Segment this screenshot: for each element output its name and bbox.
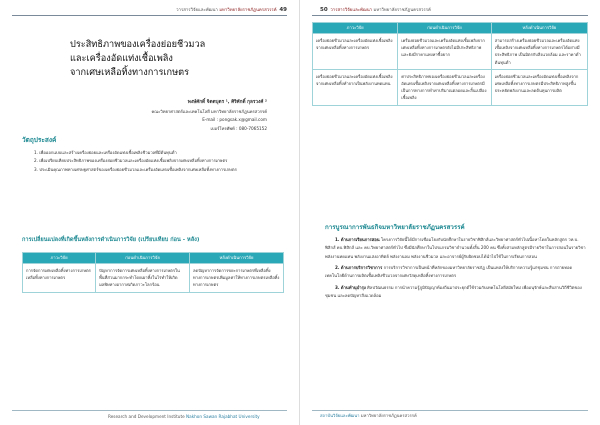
footer-highlight: Nakhon Sawan Rajabhat University xyxy=(186,414,260,419)
paragraph-text: การบริการวิชาการเป็นหน้าที่หลักของมหาวิทยาลัยราชภัฏ เป็นแหล่งให้บริการความรู้แก่ชุมชน การถ่ายทอดเทคโนโลยีด้านการผลิตเชื้อเพลิงชีวมวลจากเศษวัสดุเหลือทิ้งทางการเกษตร xyxy=(325,265,573,279)
table-cell: ลดปัญหาการจัดการขยะการเกษตรที่เหลือทิ้งทางการเกษตรเพิ่มมูลค่าให้ทางการเกษตรเหลือทิ้งทางการเกษตร xyxy=(190,264,284,293)
article-title xyxy=(70,38,280,80)
table-cell: การจัดการเศษเหลือทิ้งทางการเกษตรเหลือทิ้งทางการเกษตร xyxy=(23,264,96,293)
affiliation: คณะวิทยาศาสตร์และเทคโนโลยี มหาวิทยาลัยราชภัฏนครสวรรค์ xyxy=(151,108,267,114)
integration-paragraph xyxy=(325,284,587,301)
authors: พงษ์ศักดิ์ จิตตบุตร ¹, ศิริศักดิ์ กุลรวงศ์ ² xyxy=(187,100,267,105)
table-cell: เครื่องย่อยชีวมวลและเครื่องอัดแท่งเชื้อเพลิงจากเศษเหลือทิ้งทางการเกษตร xyxy=(313,34,398,70)
header-divider xyxy=(312,15,588,16)
change-table xyxy=(22,252,284,293)
header-divider xyxy=(12,15,287,16)
table-header: หลังดำเนินการวิจัย xyxy=(491,23,587,34)
footer-text: Research and Development Institute xyxy=(108,414,185,419)
footer-text: มหาวิทยาลัยราชภัฏนครสวรรค์ xyxy=(360,413,417,418)
table-row xyxy=(313,69,588,105)
title-line-1: ประสิทธิภาพของเครื่องย่อยชีวมวล xyxy=(70,39,206,50)
objective-item: 2. เพื่อเปรียบเทียบประสิทธิภาพของเครื่องย่อยชีวมวลและเครื่องอัดแท่งเชื้อเพลิงจากเศษเหลือทิ้งทางการเกษตร xyxy=(34,158,228,164)
paragraph-text: โครงการวิจัยนี้ได้มีการเชื่อมโยงกับนักศึกษาในรายวิชาฟิสิกส์และวิทยาศาสตร์ทั่วไปเนื้อหาโดยในหลักสูตร วท.บ. ฟิสิกส์ คบ.ฟิสิกส์ และ คบ.วิทยาศาสตร์ทั่วไป ซึ่งมีนักศึกษาในโปรแกรมวิชาจำนวนทั้งสิ้น 200 คน ซึ่งทั้งสามหลักสูตรมีรายวิชาในการสอนในรายวิชาพลังงานทดแทน พลังงานแสงอาทิตย์ พลังงานลม พลังงานชีวมวล และอาจารย์ผู้รับผิดชอบได้นำไปใช้ในการเรียนการสอน xyxy=(325,237,586,259)
integration-paragraph xyxy=(325,264,587,281)
table-cell: เครื่องย่อยชีวมวลและเครื่องอัดแท่งเชื้อเพลิงจากเศษเหลือทิ้งทางการเกษตรมีประสิทธิภาพสูงขึ้นประหยัดพลังงานและลดต้นทุนการผลิต xyxy=(491,69,587,105)
table-cell: สามารถสร้างเครื่องย่อยชีวมวลและเครื่องอัดแท่งเชื้อเพลิงจากเศษเหลือทิ้งทางการเกษตรได้อย่างมีประสิทธิภาพ เป็นมิตรกับสิ่งแวดล้อม และราคาต่ำต้นทุนต่ำ xyxy=(491,34,587,70)
author-block xyxy=(151,99,267,133)
page-number-right: 50 xyxy=(320,7,328,13)
right-page xyxy=(300,0,600,425)
paragraph-label: 2. ด้านการบริการวิชาการ xyxy=(335,265,383,271)
footer-divider xyxy=(312,410,588,411)
integration-body xyxy=(325,236,587,303)
paragraph-label: 1. ด้านการเรียนการสอน xyxy=(335,237,380,242)
paragraph-label: 3. ด้านทำนุบำรุง xyxy=(335,284,366,290)
footer-right xyxy=(320,412,417,419)
footer-left xyxy=(108,414,260,419)
title-line-3: จากเศษเหลือทิ้งทางการเกษตร xyxy=(70,67,190,78)
objective-item: 3. ประเมินคุณภาพทางเศรษฐศาสตร์ของเครื่องย่อยชีวมวลและเครื่องอัดแท่งเชื้อเพลิงจากเศษเหลือทิ้งทางการเกษตร xyxy=(34,166,237,172)
table-cell: เครื่องย่อยชีวมวลและเครื่องอัดแท่งเชื้อเพลิงจากเศษเหลือทิ้งทางการเกษตรยังไม่มีประสิทธิภาพและยังมีราคาแพงหาซื้อยาก xyxy=(398,34,492,70)
integration-paragraph xyxy=(325,236,587,261)
running-header-left xyxy=(176,6,287,13)
objectives-heading: วัตถุประสงค์ xyxy=(22,136,57,144)
footer-divider xyxy=(12,410,287,411)
footer-highlight: สถาบันวิจัยและพัฒนา xyxy=(320,413,360,418)
table-row xyxy=(313,34,588,70)
page-number-left: 49 xyxy=(279,7,287,13)
change-table-continued xyxy=(312,22,588,106)
header-journal: มหาวิทยาลัยราชภัฏนครสวรรค์ xyxy=(373,8,431,13)
header-journal: วารสารวิจัยและพัฒนา xyxy=(176,8,218,13)
table-cell: ค่าประสิทธิภาพของเครื่องย่อยชีวมวลและเครื่องอัดแท่งเชื้อเพลิงจากเศษเหลือทิ้งทางการเกษตรมีเป็นการทางการทำค่าปริมาณตลอดและสิ้นเปลืองเชื้อเพลิง xyxy=(398,69,492,105)
objectives-list xyxy=(22,149,284,174)
objective-item: 1. เพื่อออกแบบและสร้างเครื่องย่อยและเครื่องอัดแท่งเชื้อเพลิงชีวมวลที่มีต้นทุนต่ำ xyxy=(34,150,177,155)
table-cell: เครื่องย่อยชีวมวลและเครื่องอัดแท่งเชื้อเพลิงจากเศษเหลือทิ้งทำจากเป็นพลังงานทดแทน xyxy=(313,69,398,105)
running-header-right xyxy=(320,6,431,13)
header-journal-highlight: วารสารวิจัยและพัฒนา xyxy=(330,8,373,13)
title-line-2: และเครื่องอัดแท่งเชื้อเพลิง xyxy=(70,53,173,64)
integration-heading: การบูรณาการพันธกิจมหาวิทยาลัยราชภัฏนครสวรรค์ xyxy=(325,224,465,231)
change-heading: การเปลี่ยนแปลงที่เกิดขึ้นหลังการดำเนินการวิจัย (เปรียบเทียบ ก่อน - หลัง) xyxy=(22,237,200,243)
header-journal-highlight: มหาวิทยาลัยราชภัฏนครสวรรค์ xyxy=(219,8,277,13)
email: E-mail : pongsak.x@gmail.com xyxy=(202,117,267,123)
paragraph-text: ศิลปวัฒนธรรม การนำความรู้ภูมิปัญญาท้องถิ่นมาประยุกต์ใช้ร่วมกับเทคโนโลยีสมัยใหม่ เพื่ออนุรักษ์และสืบสานวิถีชีวิตของชุมชน และลดปัญหาสิ่งแวดล้อม xyxy=(325,284,582,299)
phone: เบอร์โทรศัพท์ : 080-7065152 xyxy=(210,125,267,131)
table-header: ก่อนดำเนินการวิจัย xyxy=(398,23,492,34)
table-header: ภาวะวิจัย xyxy=(313,23,398,34)
table-cell: ปัญหาการจัดการเศษเหลือทิ้งทางการเกษตรในพื้นที่ส่วนมากกระทำโดยเผาทิ้งในไร่ทำให้เกิดมลพิษทางอากาศเกิดภาวะโลกร้อน xyxy=(96,264,190,293)
table-row xyxy=(23,264,284,293)
table-header: หลังดำเนินการวิจัย xyxy=(190,253,284,264)
table-header: ก่อนดำเนินการวิจัย xyxy=(96,253,190,264)
table-header: ภาวะวิจัย xyxy=(23,253,96,264)
